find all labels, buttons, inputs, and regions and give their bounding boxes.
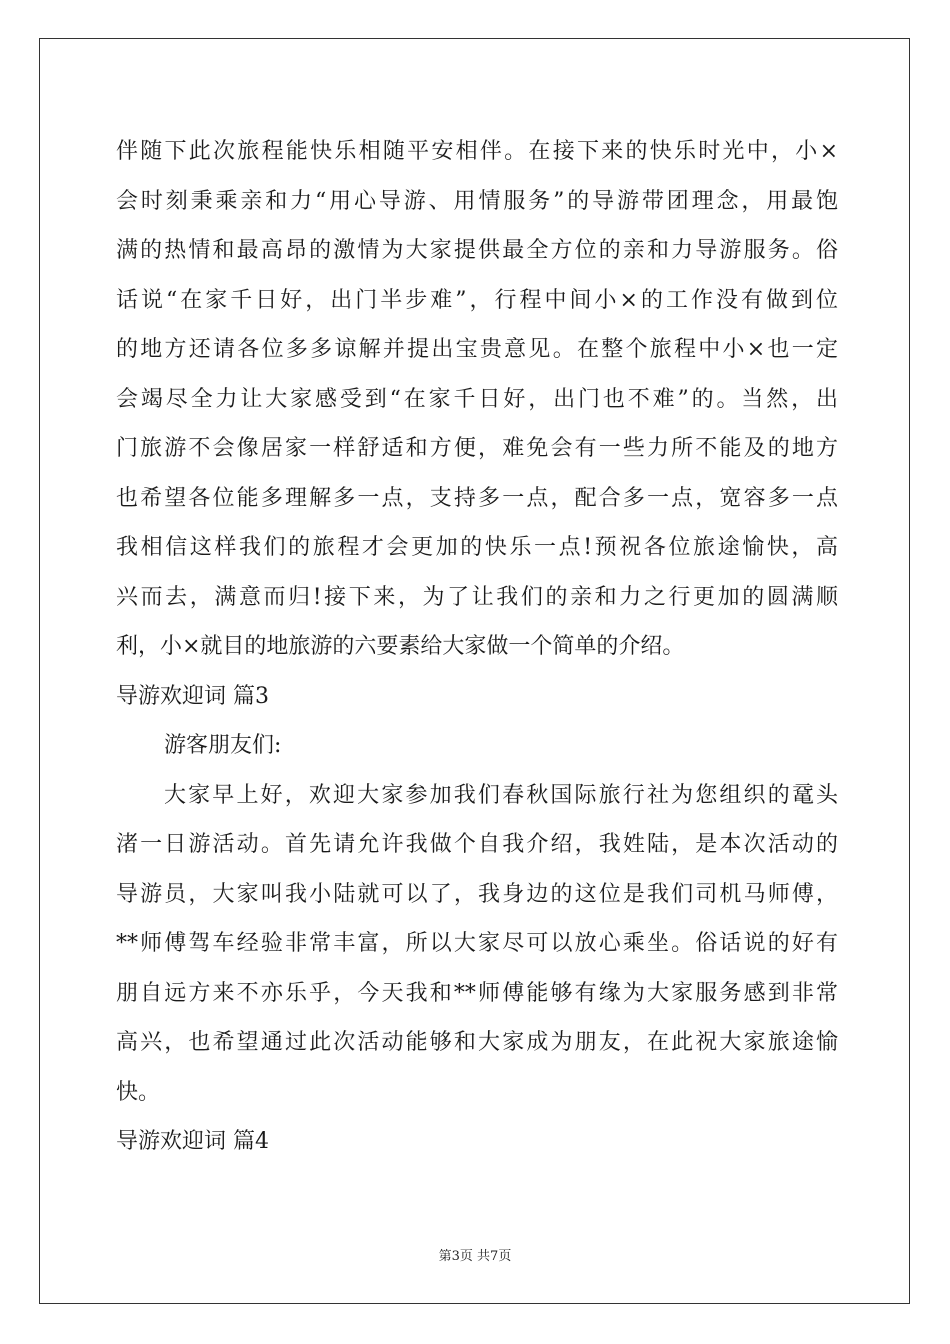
- text-line: 兴而去，满意而归!接下来，为了让我们的亲和力之行更加的圆满顺: [116, 584, 838, 610]
- greeting-line: 游客朋友们:: [164, 733, 282, 758]
- text-line: 快。: [116, 1079, 161, 1105]
- text-line: 渚一日游活动。首先请允许我做个自我介绍，我姓陆，是本次活动的: [116, 832, 838, 857]
- page-number-footer: 第3页 共7页: [438, 1249, 512, 1264]
- text-line: **师傅驾车经验非常丰富，所以大家尽可以放心乘坐。俗话说的好有: [116, 931, 838, 956]
- text-line: 也希望各位能多理解多一点，支持多一点，配合多一点，宽容多一点: [116, 485, 838, 511]
- text-line: 利，小×就目的地旅游的六要素给大家做一个简单的介绍。: [116, 634, 685, 659]
- text-line: 会时刻秉乘亲和力“用心导游、用情服务”的导游带团理念，用最饱: [116, 188, 838, 214]
- section-heading-4: 导游欢迎词 篇4: [116, 1129, 269, 1154]
- text-line: 伴随下此次旅程能快乐相随平安相伴。在接下来的快乐时光中，小×: [116, 139, 838, 164]
- section-heading-3: 导游欢迎词 篇3: [116, 683, 269, 709]
- text-line: 大家早上好，欢迎大家参加我们春秋国际旅行社为您组织的鼋头: [164, 782, 838, 808]
- text-line: 朋自远方来不亦乐乎，今天我和**师傅能够有缘为大家服务感到非常: [116, 980, 838, 1006]
- text-line: 我相信这样我们的旅程才会更加的快乐一点!预祝各位旅途愉快，高: [116, 535, 838, 560]
- text-line: 话说“在家千日好，出门半步难”，行程中间小×的工作没有做到位: [116, 287, 838, 313]
- text-line: 的地方还请各位多多谅解并提出宝贵意见。在整个旅程中小×也一定: [116, 337, 838, 362]
- document-body: [116, 127, 838, 1167]
- text-line: 会竭尽全力让大家感受到“在家千日好，出门也不难”的。当然，出: [116, 386, 838, 412]
- text-line: 门旅游不会像居家一样舒适和方便，难免会有一些力所不能及的地方: [116, 436, 838, 461]
- text-line: 满的热情和最高昂的激情为大家提供最全方位的亲和力导游服务。俗: [116, 238, 838, 263]
- text-line: 导游员，大家叫我小陆就可以了，我身边的这位是我们司机马师傅，: [116, 881, 838, 907]
- text-line: 高兴，也希望通过此次活动能够和大家成为朋友，在此祝大家旅途愉: [116, 1030, 838, 1055]
